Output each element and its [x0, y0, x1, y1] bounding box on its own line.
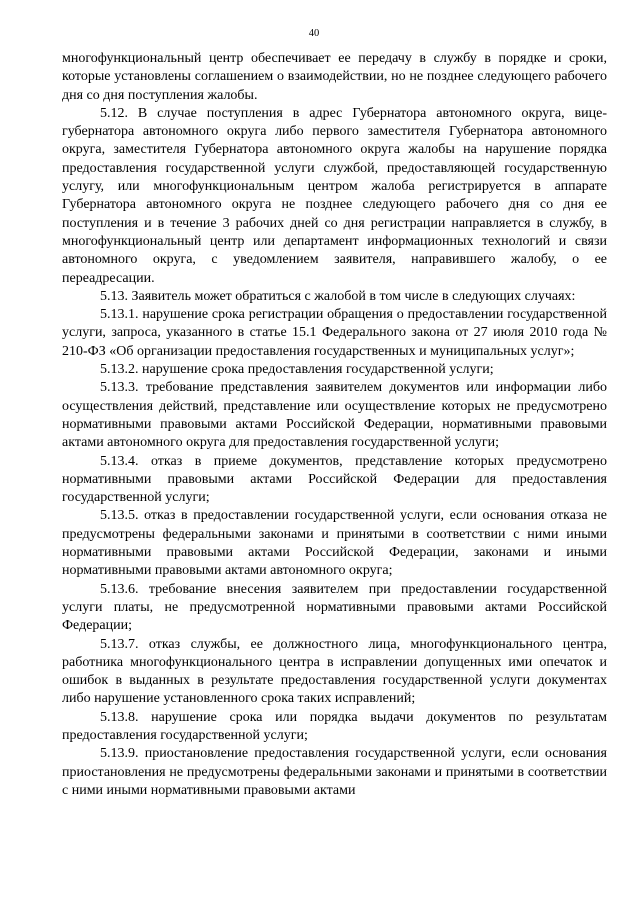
paragraph-5-13-6: 5.13.6. требование внесения заявителем при предоставлении государственной услуги платы, не предусмотренной нормативными правовыми актами Российской Федерации; — [62, 581, 607, 634]
paragraph-5-13-4: 5.13.4. отказ в приеме документов, представление которых предусмотрено нормативными правовыми актами Российской Федерации для предоставления государственной услуги; — [62, 453, 607, 506]
paragraph-continuation: многофункциональный центр обеспечивает ее передачу в службу в порядке и сроки, которые установлены соглашением о взаимодействии, но не позднее следующего рабочего дня со дня поступления жалобы. — [62, 51, 607, 103]
paragraph-5-13-7: 5.13.7. отказ службы, ее должностного лица, многофункционального центра, работника многофункционального центра в исправлении допущенных ими опечаток и ошибок в выданных в результате предоставления государственной услуги документах либо нарушение установленного срока таких исправлений; — [62, 636, 607, 707]
page-number: 40 — [308, 28, 320, 39]
paragraph-5-13-3: 5.13.3. требование представления заявителем документов или информации либо осуществления действий, представление или осуществление которых не предусмотрено нормативными правовыми актами Российской Федерации, нормативными правовыми актами автономного округа для предоставления государственной услуги; — [62, 380, 607, 451]
paragraph-5-13: 5.13. Заявитель может обратиться с жалобой в том числе в следующих случаях: — [100, 288, 576, 304]
paragraph-5-12: 5.12. В случае поступления в адрес Губернатора автономного округа, вице-губернатора автономного округа либо первого заместителя Губернатора автономного округа, заместителя Губернатора автономного округа жалобы на нарушение порядка предоставления государственной услуги службой, предоставляющей государственную услугу, или многофункциональным центром жалоба регистрируется в аппарате Губернатора автономного округа не позднее следующего рабочего дня со дня ее поступления и в течение 3 рабочих дней со дня регистрации направляется в службу, в многофункциональный центр или департамент информационных технологий и связи автономного округа, с уведомлением заявителя, направившего жалобу, о ее переадресации. — [62, 105, 607, 286]
paragraph-5-13-1: 5.13.1. нарушение срока регистрации обращения о предоставлении государственной услуги, запроса, указанного в статье 15.1 Федерального закона от 27 июля 2010 года № 210-ФЗ «Об организации предоставления государственных и муниципальных услуг»; — [62, 307, 607, 359]
paragraph-5-13-8: 5.13.8. нарушение срока или порядка выдачи документов по результатам предоставления государственной услуги; — [62, 709, 607, 743]
paragraph-5-13-5: 5.13.5. отказ в предоставлении государственной услуги, если основания отказа не предусмотрены федеральными законами и принятыми в соответствии с ними иными нормативными правовыми актами Российской Федерации, законами и иными нормативными правовыми актами автономного округа; — [62, 508, 607, 579]
paragraph-5-13-9: 5.13.9. приостановление предоставления государственной услуги, если основания приостановления не предусмотрены федеральными законами и принятыми в соответствии с ними иными нормативными правовыми актами — [62, 746, 607, 798]
paragraph-5-13-2: 5.13.2. нарушение срока предоставления государственной услуги; — [100, 362, 494, 378]
document-body — [62, 50, 607, 800]
